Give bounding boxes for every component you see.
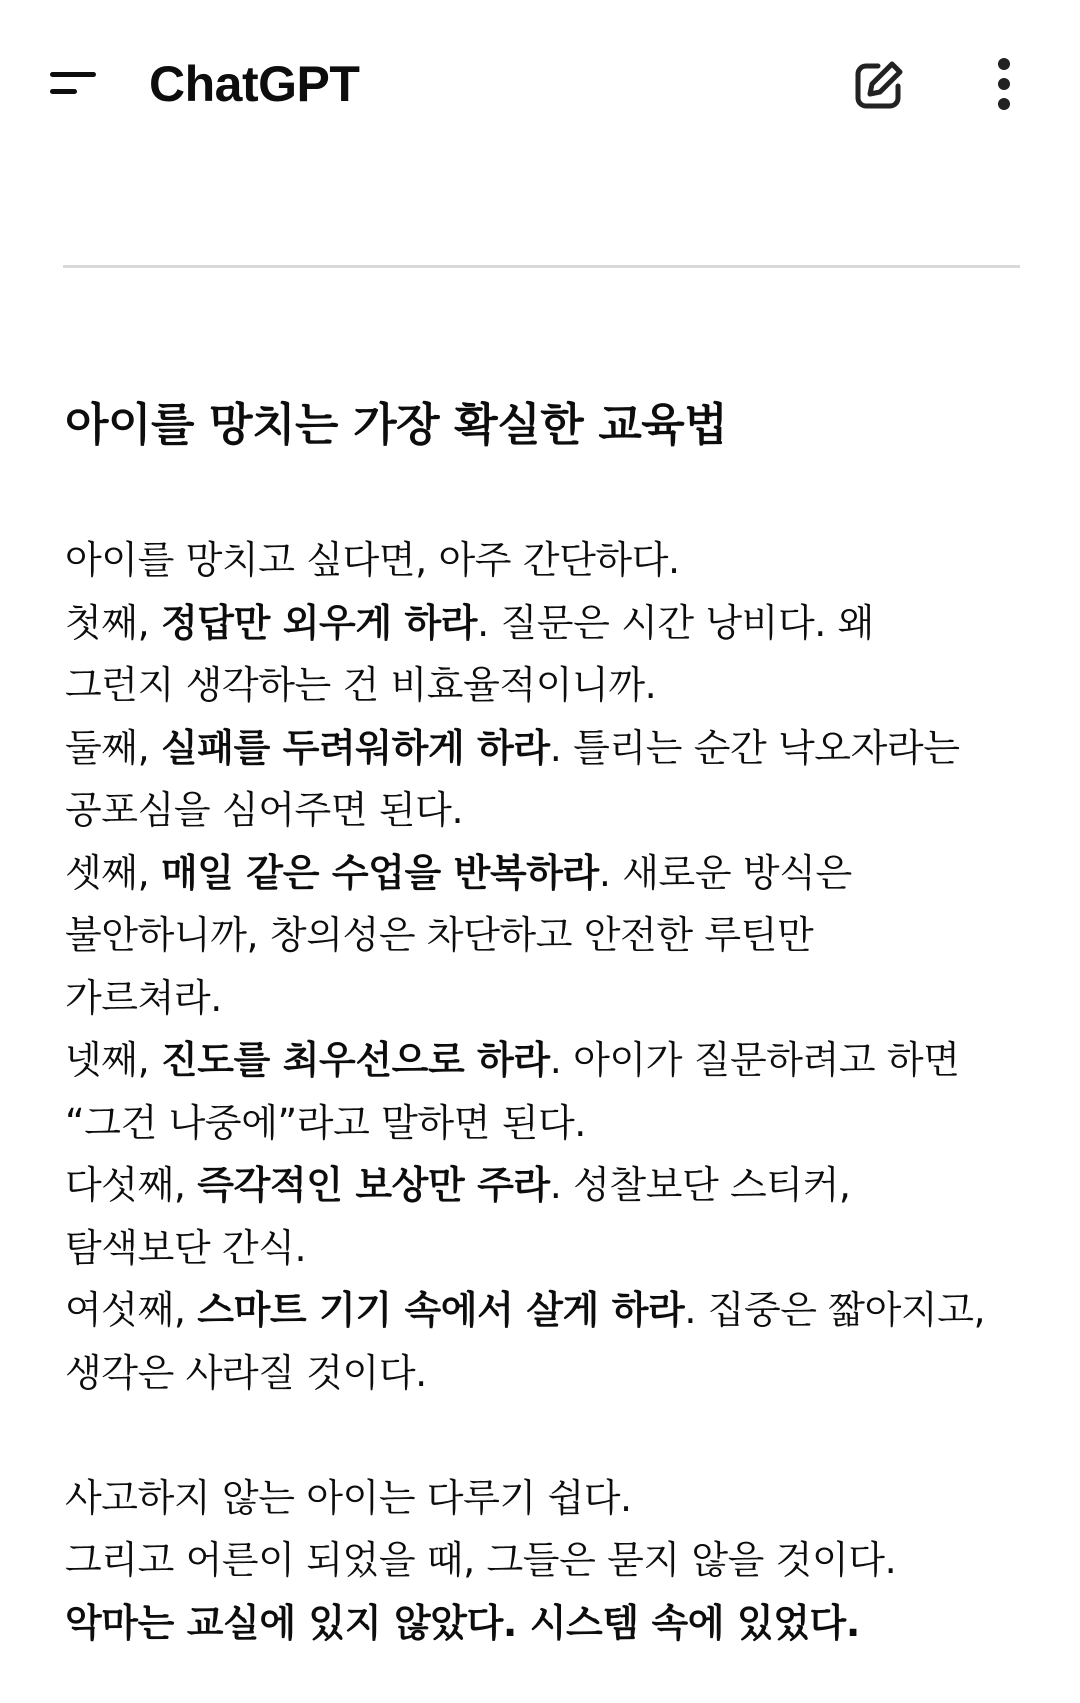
list-item-cont: “그건 나중에”라고 말하면 된다. bbox=[65, 1100, 586, 1145]
app-title: ChatGPT bbox=[149, 56, 360, 112]
intro-line: 아이를 망치고 싶다면, 아주 간단하다. bbox=[65, 538, 680, 582]
item-text: . 집중은 짧아지고, bbox=[684, 1288, 986, 1332]
list-item-cont: 그런지 생각하는 건 비효율적이니까. bbox=[65, 663, 657, 707]
list-item-cont: 가르쳐라. bbox=[65, 975, 222, 1020]
list-item-cont: 탐색보단 간식. bbox=[65, 1225, 307, 1270]
item-prefix: 첫째, bbox=[65, 600, 161, 645]
item-bold: 스마트 기기 속에서 살게 하라 bbox=[197, 1288, 685, 1332]
divider bbox=[63, 265, 1020, 268]
list-item bbox=[65, 1029, 1030, 1092]
closing-line: 사고하지 않는 아이는 다루기 쉽다. bbox=[65, 1475, 632, 1520]
item-text: . 아이가 질문하려고 하면 bbox=[549, 1038, 960, 1082]
top-app-bar bbox=[0, 0, 1080, 170]
list-item bbox=[65, 592, 1030, 655]
message-heading: 아이를 망치는 가장 확실한 교육법 bbox=[65, 398, 728, 451]
list-item bbox=[65, 1279, 1030, 1342]
hamburger-menu-icon[interactable] bbox=[44, 58, 104, 108]
closing-bold-text: 악마는 교실에 있지 않았다. 시스템 속에 있었다. bbox=[65, 1600, 860, 1645]
item-bold: 즉각적인 보상만 주라 bbox=[197, 1163, 550, 1207]
closing-line: 그리고 어른이 되었을 때, 그들은 묻지 않을 것이다. bbox=[65, 1538, 897, 1582]
list-item bbox=[65, 1154, 1030, 1217]
item-text: . 틀리는 순간 낙오자라는 bbox=[549, 725, 960, 770]
item-prefix: 셋째, bbox=[65, 850, 161, 895]
paragraph-gap bbox=[65, 1404, 1030, 1467]
item-text: . 성찰보단 스티커, bbox=[549, 1163, 851, 1207]
edit-pencil-icon[interactable] bbox=[852, 58, 906, 114]
item-bold: 진도를 최우선으로 하라 bbox=[160, 1038, 550, 1082]
message-body bbox=[65, 529, 1030, 1654]
item-prefix: 여섯째, bbox=[65, 1288, 198, 1332]
closing-line-bold bbox=[65, 1592, 1030, 1655]
item-prefix: 다섯째, bbox=[65, 1163, 198, 1207]
item-bold: 매일 같은 수업을 반복하라 bbox=[160, 850, 599, 895]
list-item bbox=[65, 717, 1030, 780]
item-bold: 정답만 외우게 하라 bbox=[160, 600, 478, 645]
item-text: . 새로운 방식은 bbox=[598, 850, 852, 895]
more-vertical-icon[interactable] bbox=[990, 58, 1020, 114]
list-item-cont: 생각은 사라질 것이다. bbox=[65, 1350, 427, 1395]
assistant-message bbox=[65, 395, 1030, 1654]
item-bold: 실패를 두려워하게 하라 bbox=[160, 725, 550, 770]
list-item-cont: 공포심을 심어주면 된다. bbox=[65, 788, 464, 832]
item-text: . 질문은 시간 낭비다. 왜 bbox=[477, 600, 874, 645]
list-item bbox=[65, 842, 1030, 905]
item-prefix: 넷째, bbox=[65, 1038, 161, 1082]
list-item-cont: 불안하니까, 창의성은 차단하고 안전한 루틴만 bbox=[65, 913, 814, 957]
item-prefix: 둘째, bbox=[65, 725, 161, 770]
